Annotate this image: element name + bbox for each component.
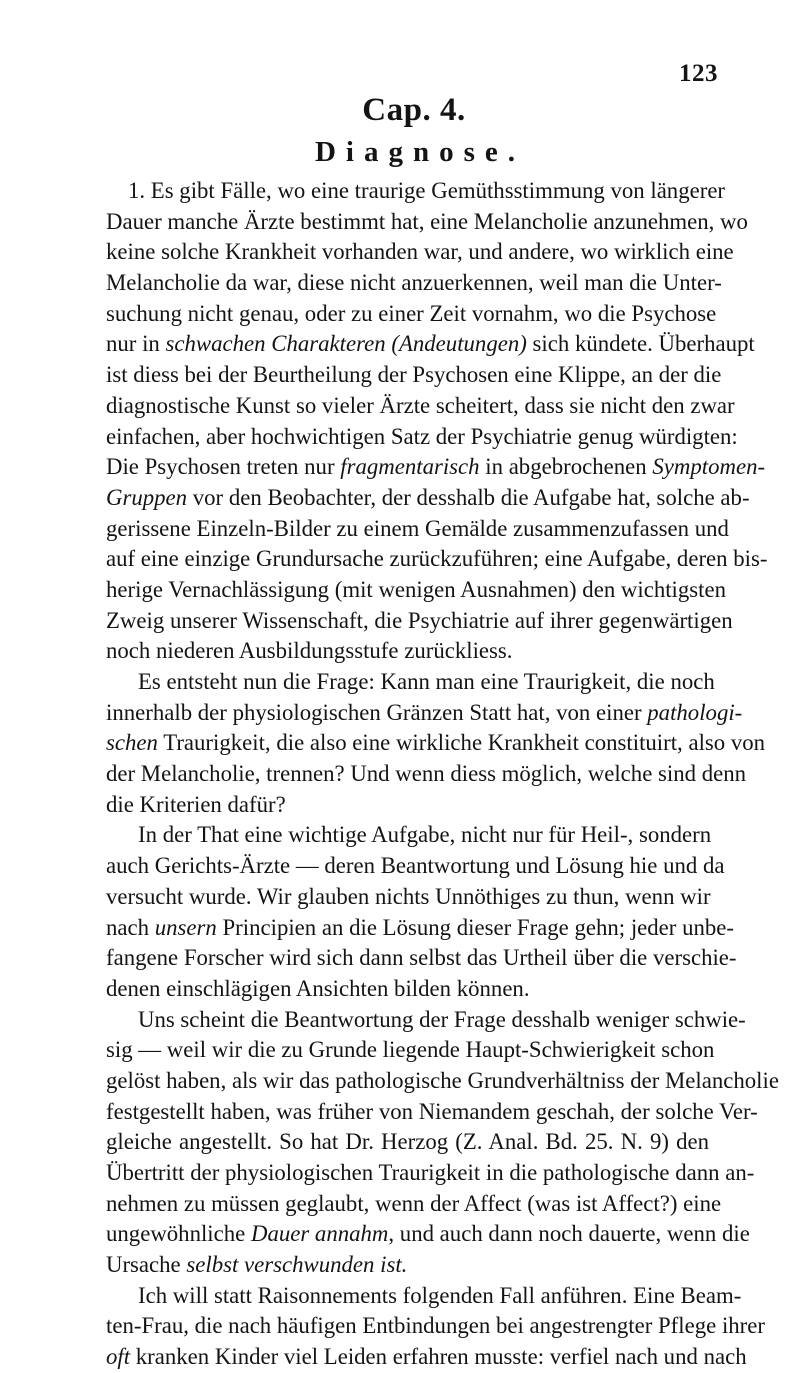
text-line: gleiche angestellt. So hat Dr. Herzog (Z. Anal. Bd. 25. N. 9) den — [106, 1129, 709, 1155]
text-line: diagnostische Kunst so vieler Ärzte scheitert, dass sie nicht den zwar — [106, 392, 735, 418]
text-line: ungewöhnliche Dauer annahm, und auch dann noch dauerte, wenn die — [106, 1221, 750, 1247]
text-line: Uns scheint die Beantwortung der Frage desshalb weniger schwie- — [138, 1006, 746, 1032]
text-line: noch niederen Ausbildungsstufe zurückliess. — [106, 638, 513, 664]
text-line: nehmen zu müssen geglaubt, wenn der Affect (was ist Affect?) eine — [106, 1190, 722, 1216]
text-line: Die Psychosen treten nur fragmentarisch in abgebrochenen Symptomen- — [106, 454, 766, 480]
text-line: auch Gerichts-Ärzte — deren Beantwortung und Lösung hie und da — [106, 853, 725, 879]
text-line: oft kranken Kinder viel Leiden erfahren musste: verfiel nach und nach — [106, 1344, 747, 1370]
text-line: schen Traurigkeit, die also eine wirkliche Krankheit constituirt, also von — [106, 730, 766, 756]
text-line: Dauer manche Ärzte bestimmt hat, eine Melancholie anzunehmen, wo — [106, 208, 748, 234]
text-line: denen einschlägigen Ansichten bilden können. — [106, 975, 530, 1001]
text-line: innerhalb der physiologischen Gränzen Statt hat, von einer pathologi- — [106, 699, 743, 725]
text-line: gelöst haben, als wir das pathologische Grundverhältniss der Melancholie — [106, 1067, 779, 1093]
text-line: gerissene Einzeln-Bilder zu einem Gemälde zusammenzufassen und — [106, 515, 729, 541]
text-line: fangene Forscher wird sich dann selbst das Urtheil über die verschie- — [106, 945, 737, 971]
text-line: Übertritt der physiologischen Traurigkeit in die pathologische dann an- — [106, 1160, 755, 1185]
text-line: Ursache selbst verschwunden ist. — [106, 1252, 408, 1278]
text-line: der Melancholie, trennen? Und wenn diess möglich, welche sind denn — [106, 761, 747, 787]
text-line: versucht wurde. Wir glauben nichts Unnöthiges zu thun, wenn wir — [106, 883, 711, 909]
text-line: Zweig unserer Wissenschaft, die Psychiatrie auf ihrer gegenwärtigen — [106, 607, 733, 633]
chapter-heading: Cap. 4. — [362, 92, 466, 128]
text-line: ist diess bei der Beurtheilung der Psychosen eine Klippe, an der die — [106, 362, 722, 388]
text-line: einfachen, aber hochwichtigen Satz der Psychiatrie genug würdigten: — [106, 423, 738, 449]
text-line: Gruppen vor den Beobachter, der desshalb die Aufgabe hat, solche ab- — [106, 484, 750, 510]
body-text — [106, 176, 779, 1373]
text-line: nach unsern Principien an die Lösung dieser Frage gehn; jeder unbe- — [106, 914, 735, 940]
text-line: 1. Es gibt Fälle, wo eine traurige Gemüthsstimmung von längerer — [128, 178, 726, 203]
text-line: die Kriterien dafür? — [106, 791, 286, 817]
text-line: In der That eine wichtige Aufgabe, nicht nur für Heil-, sondern — [138, 822, 712, 848]
text-line: nur in schwachen Charakteren (Andeutungen) sich kündete. Überhaupt — [106, 331, 755, 357]
section-title: Diagnose. — [314, 136, 526, 168]
text-line: Melancholie da war, diese nicht anzuerkennen, weil man die Unter- — [106, 270, 722, 296]
text-line: ten-Frau, die nach häufigen Entbindungen bei angestrengter Pflege ihrer — [106, 1313, 765, 1339]
text-line: herige Vernachlässigung (mit wenigen Ausnahmen) den wichtigsten — [106, 576, 727, 602]
text-line: keine solche Krankheit vorhanden war, und andere, wo wirklich eine — [106, 239, 734, 265]
text-line: Es entsteht nun die Frage: Kann man eine Traurigkeit, die noch — [138, 669, 715, 694]
text-line: auf eine einzige Grundursache zurückzuführen; eine Aufgabe, deren bis- — [106, 546, 768, 572]
text-line: festgestellt haben, was früher von Niemandem geschah, der solche Ver- — [106, 1098, 758, 1124]
text-line: suchung nicht genau, oder zu einer Zeit vornahm, wo die Psychose — [106, 300, 717, 326]
text-line: Ich will statt Raisonnements folgenden Fall anführen. Eine Beam- — [138, 1282, 742, 1308]
text-line: sig — weil wir die zu Grunde liegende Haupt-Schwierigkeit schon — [106, 1037, 715, 1063]
page-number: 123 — [679, 60, 718, 87]
